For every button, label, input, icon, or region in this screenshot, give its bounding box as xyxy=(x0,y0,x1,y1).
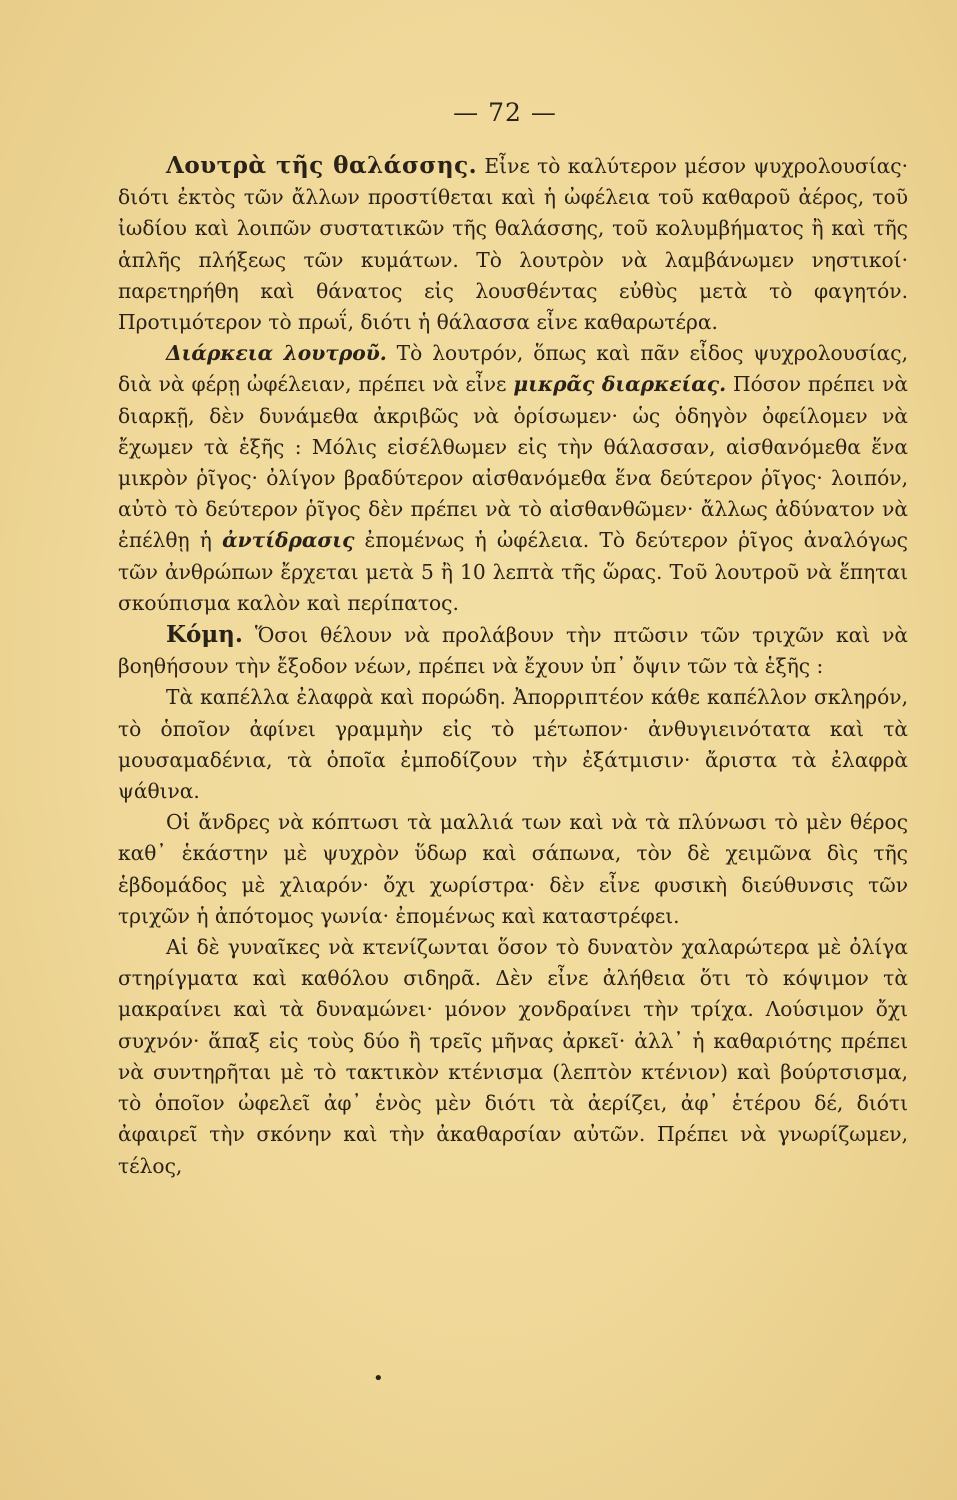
bath-duration-emphasis-2: ἀντίδρασις xyxy=(222,528,355,553)
paragraph-women-hair: Αἱ δὲ γυναῖκες νὰ κτενίζωνται ὅσον τὸ δυνατὸν χαλαρώτερα μὲ ὀλίγα στηρίγματα καὶ καθόλου σιδηρᾶ. Δὲν εἶνε ἀλήθεια ὅτι τὸ κόψιμον τὰ μακραίνει καὶ τὰ δυναμώνει· μόνον χονδραίνει τὴν τρίχα. Λούσιμον ὄχι συχνόν· ἅπαξ εἰς τοὺς δύο ἢ τρεῖς μῆνας ἀρκεῖ· ἀλλ᾿ ἡ καθαριότης πρέπει νὰ συντηρῆται μὲ τὸ τακτικὸν κτένισμα (λεπτὸν κτένιον) καὶ βούρτσισμα, τὸ ὁποῖον ὠφελεῖ ἀφ᾿ ἑνὸς μὲν διότι τὰ ἀερίζει, ἀφ᾿ ἑτέρου δέ, διότι ἀφαιρεῖ τὴν σκόνην καὶ τὴν ἀκαθαρσίαν αὐτῶν. Πρέπει νὰ γνωρίζωμεν, τέλος, xyxy=(118,935,908,1178)
paragraph-sea-baths xyxy=(118,150,908,338)
heading-sea-baths: Λουτρὰ τῆς θαλάσσης. xyxy=(166,152,478,179)
paragraph-hats: Τὰ καπέλλα ἐλαφρὰ καὶ πορώδη. Ἀπορριπτέον κάθε καπέλλον σκληρόν, τὸ ὁποῖον ἀφίνει γραμμὴν εἰς τὸ μέτωπον· ἀνθυγιεινότατα καὶ τὰ μουσαμαδένια, τὰ ὁποῖα ἐμποδίζουν τὴν ἐξάτμισιν· ἄριστα τὰ ἐλαφρὰ ψάθινα. xyxy=(118,685,908,804)
hair-text: Ὅσοι θέλουν νὰ προλάβουν τὴν πτῶσιν τῶν τριχῶν καὶ νὰ βοηθήσουν τὴν ἔξοδον νέων, πρέπει νὰ ἔχουν ὑπ᾿ ὄψιν τῶν τὰ ἑξῆς : xyxy=(118,623,908,679)
bath-duration-text-1: Τὸ λουτρόν, ὅπως καὶ πᾶν εἶδος ψυχρολουσίας, διὰ νὰ φέρῃ ὠφέλειαν, πρέπει νὰ εἶνε xyxy=(118,341,908,397)
paragraph-bath-duration xyxy=(118,338,908,619)
sea-baths-text: Εἶνε τὸ καλύτερον μέσον ψυχρολουσίας· διότι ἐκτὸς τῶν ἄλλων προστίθεται καὶ ἡ ὠφέλεια τοῦ καθαροῦ ἀέρος, τοῦ ἰωδίου καὶ λοιπῶν συστατικῶν τῆς θαλάσσης, τοῦ κολυμβήματος ἢ καὶ τῆς ἁπλῆς πλήξεως τῶν κυμάτων. Τὸ λουτρὸν νὰ λαμβάνωμεν νηστικοί· παρετηρήθη καὶ θάνατος εἰς λουσθέντας εὐθὺς μετὰ τὸ φαγητόν. Προτιμότερον τὸ πρωΐ, διότι ἡ θάλασσα εἶνε καθαρωτέρα. xyxy=(118,154,908,335)
footer-mark: • xyxy=(373,1368,384,1389)
heading-bath-duration: Διάρκεια λουτροῦ. xyxy=(166,341,387,366)
paragraph-men-hair: Οἱ ἄνδρες νὰ κόπτωσι τὰ μαλλιά των καὶ νὰ τὰ πλύνωσι τὸ μὲν θέρος καθ᾿ ἑκάστην μὲ ψυχρὸν ὕδωρ καὶ σάπωνα, τὸν δὲ χειμῶνα δὶς τῆς ἑβδομάδος μὲ χλιαρόν· ὄχι χωρίστρα· δὲν εἶνε φυσικὴ διεύθυνσις τῶν τριχῶν ἡ ἀπότομος γωνία· ἐπομένως καὶ καταστρέφει. xyxy=(118,810,908,928)
bath-duration-text-2: Πόσον πρέπει νὰ διαρκῇ, δὲν δυνάμεθα ἀκριβῶς νὰ ὁρίσωμεν· ὡς ὁδηγὸν ὀφείλομεν νὰ ἔχωμεν τὰ ἑξῆς : Μόλις εἰσέλθωμεν εἰς τὴν θάλασσαν, αἰσθανόμεθα ἕνα μικρὸν ῥῖγος· ὀλίγον βραδύτερον αἰσθανόμεθα ἕνα δεύτερον ῥῖγος· λοιπόν, αὐτὸ τὸ δεύτερον ῥῖγος δὲν πρέπει νὰ τὸ αἰσθανθῶμεν· ἄλλως ἀδύνατον νὰ ἐπέλθῃ ἡ xyxy=(118,372,908,553)
bath-duration-emphasis-1: μικρᾶς διαρκείας. xyxy=(513,372,727,397)
heading-hair: Κόμη. xyxy=(166,621,243,649)
paragraph-hair xyxy=(118,619,908,682)
bath-duration-text-3: ἐπομένως ἡ ὠφέλεια. Τὸ δεύτερον ῥῖγος ἀναλόγως τῶν ἀνθρώπων ἔρχεται μετὰ 5 ἢ 10 λεπτὰ τῆς ὥρας. Τοῦ λουτροῦ νὰ ἕπηται σκούπισμα καλὸν καὶ περίπατος. xyxy=(118,528,908,615)
page-number: — 72 — xyxy=(453,98,557,127)
page-body xyxy=(118,150,908,1182)
